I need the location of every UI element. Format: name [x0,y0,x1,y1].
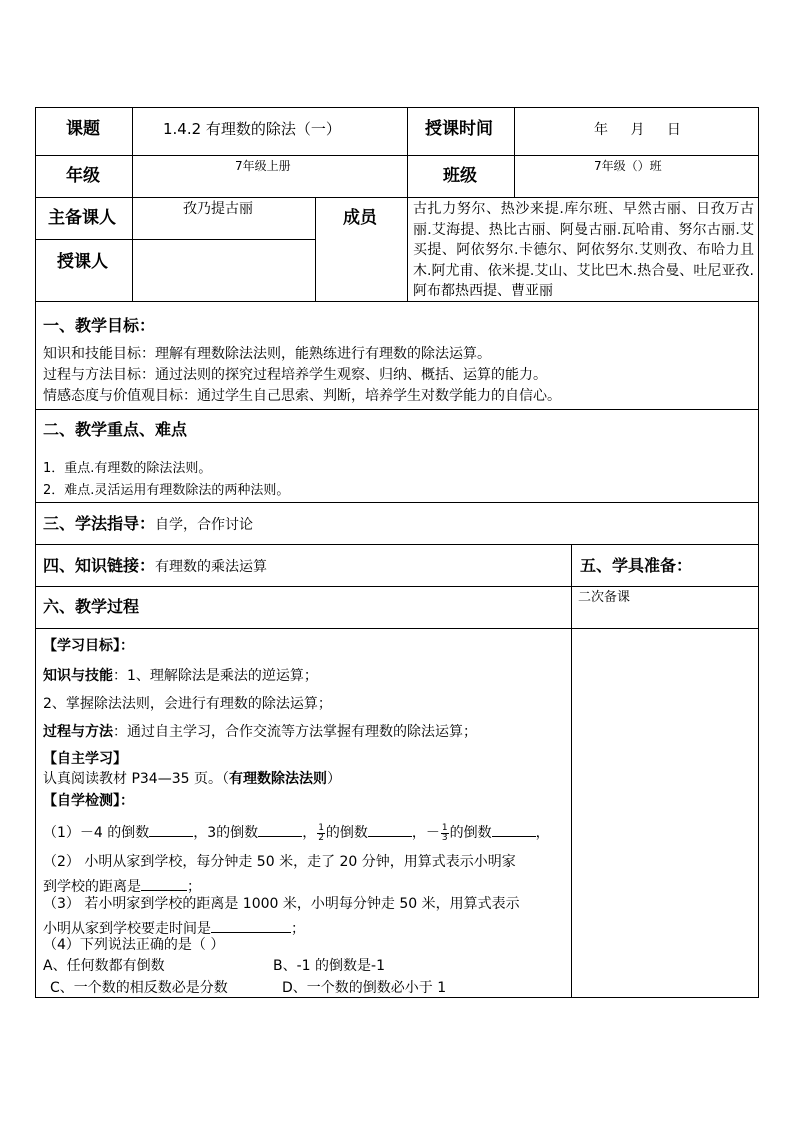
q1-part: ，3的倒数 [193,825,259,841]
class-value: 7年级（）班 [594,159,662,173]
answer-blank[interactable] [149,822,193,837]
knowledge-text: ：1、理解除法是乘法的逆运算； [113,668,318,684]
q1-part: ， [535,825,550,841]
row-divider [35,544,759,545]
keypoints-title: 二、教学重点、难点 [43,420,188,439]
goals-title: 一、教学目标： [43,316,156,335]
row-divider [35,502,759,503]
option-b: B、-1 的倒数是-1 [273,958,385,974]
option-c: C、一个数的相反数必是分数 [50,980,228,996]
answer-blank[interactable] [368,822,412,837]
time-label: 授课时间 [425,119,493,139]
q1-part: 的倒数 [449,825,492,841]
q2-part: 到学校的距离是 [43,879,141,895]
knowledge-line-1 [43,669,318,683]
self-check-title: 【自学检测】： [43,793,134,809]
question-4: （4）下列说法正确的是（ ） [43,937,225,953]
fraction-one-half [317,824,325,843]
table-border-left [35,107,36,998]
lead-teacher-label: 主备课人 [48,208,116,228]
read-prefix: 认真阅读教材 P34—35 页。（ [43,771,229,787]
q2-part: ； [187,879,201,895]
time-value: 年 月 日 [594,122,681,138]
lead-teacher-value: 孜乃提古丽 [183,201,253,217]
fraction-denominator: 2 [318,832,324,843]
question-3-line-1: （3） 若小明家到学校的距离是 1000 米，小明每分钟走 50 米，用算式表示 [43,896,520,912]
fraction-one-third [441,824,449,843]
option-d: D、一个数的倒数必小于 1 [282,980,447,996]
topic-label: 课题 [66,119,100,139]
process-line [43,725,477,739]
col-divider [407,107,408,197]
answer-blank[interactable] [211,918,291,933]
process-label: 过程与方法 [43,724,113,740]
answer-blank[interactable] [141,876,187,891]
keypoint-line: 2．难点.灵活运用有理数除法的两种法则。 [43,483,290,498]
q1-part: 的倒数 [325,825,368,841]
read-bold: 有理数除法法则 [228,771,327,787]
grade-value: 7年级上册 [235,159,291,173]
topic-value: 1.4.2 有理数的除法（一） [163,120,341,138]
table-border-right [758,107,759,998]
row-divider [35,586,759,587]
members-value: 古扎力努尔、热沙来提.库尔班、早然古丽、日孜万古丽.艾海提、热比古丽、阿曼古丽.瓦哈甫、努尔古丽.艾买提、阿依努尔.卡德尔、阿依努尔.艾则孜、布哈力且木.阿尤甫、依米提.艾山、艾比巴木.热合曼、吐尼亚孜.阿布都热西提、曹亚丽 [413,201,754,299]
q1-part: ， [302,825,317,841]
row-divider [35,628,759,629]
answer-blank[interactable] [492,822,536,837]
q3-part: 小明从家到学校要走时间是 [43,921,211,937]
question-1 [43,822,550,843]
col-divider [315,197,316,302]
knowledge-label: 知识与技能 [43,668,113,684]
col-divider [514,107,515,197]
q3-part: ； [291,921,305,937]
row-divider [35,239,315,240]
teacher-label: 授课人 [57,252,108,272]
goal-line: 知识和技能目标：理解有理数除法法则，能熟练进行有理数的除法运算。 [43,346,491,362]
fraction-numerator: 1 [318,822,324,833]
read-line [43,772,341,786]
self-study-title: 【自主学习】 [43,751,127,767]
method-row [43,516,253,532]
fraction-denominator: 3 [441,832,448,843]
answer-blank[interactable] [258,822,302,837]
row-divider [35,155,759,156]
process-title: 六、教学过程 [43,597,140,616]
fraction-numerator: 1 [441,822,448,833]
q1-part: （1）－4 的倒数 [43,825,150,841]
goal-line: 过程与方法目标：通过法则的探究过程培养学生观察、归纳、概括、运算的能力。 [43,367,547,383]
study-goal-title: 【学习目标】： [43,638,134,654]
second-prep-title: 二次备课 [578,590,631,605]
method-title: 三、学法指导： [43,514,156,533]
grade-label: 年级 [66,166,100,186]
members-label: 成员 [343,208,377,228]
table-border-top [35,107,759,108]
table-border-bottom [35,997,759,998]
method-value: 自学，合作讨论 [155,517,254,533]
keypoint-line: 1．重点.有理数的除法法则。 [43,461,212,476]
col-divider [571,544,572,998]
row-divider [35,197,759,198]
class-label: 班级 [443,166,477,186]
links-row [43,558,267,574]
question-2-line-1: （2） 小明从家到学校，每分钟走 50 米，走了 20 分钟，用算式表示小明家 [43,854,516,870]
links-value: 有理数的乘法运算 [155,559,268,575]
question-2-line-2 [43,876,201,894]
row-divider [35,409,759,410]
goal-line: 情感态度与价值观目标：通过学生自己思索、判断，培养学生对数学能力的自信心。 [43,388,561,404]
links-title: 四、知识链接： [43,556,156,575]
option-a: A、任何数都有倒数 [43,958,165,974]
q1-part: ，－ [411,825,440,841]
question-3-line-2 [43,918,305,936]
process-text: ：通过自主学习，合作交流等方法掌握有理数的除法运算； [113,724,477,740]
col-divider [132,107,133,302]
read-suffix: ） [326,771,341,787]
tools-title: 五、学具准备： [580,556,693,575]
knowledge-line-2: 2、掌握除法法则，会进行有理数的除法运算； [43,696,332,712]
col-divider [407,197,408,302]
